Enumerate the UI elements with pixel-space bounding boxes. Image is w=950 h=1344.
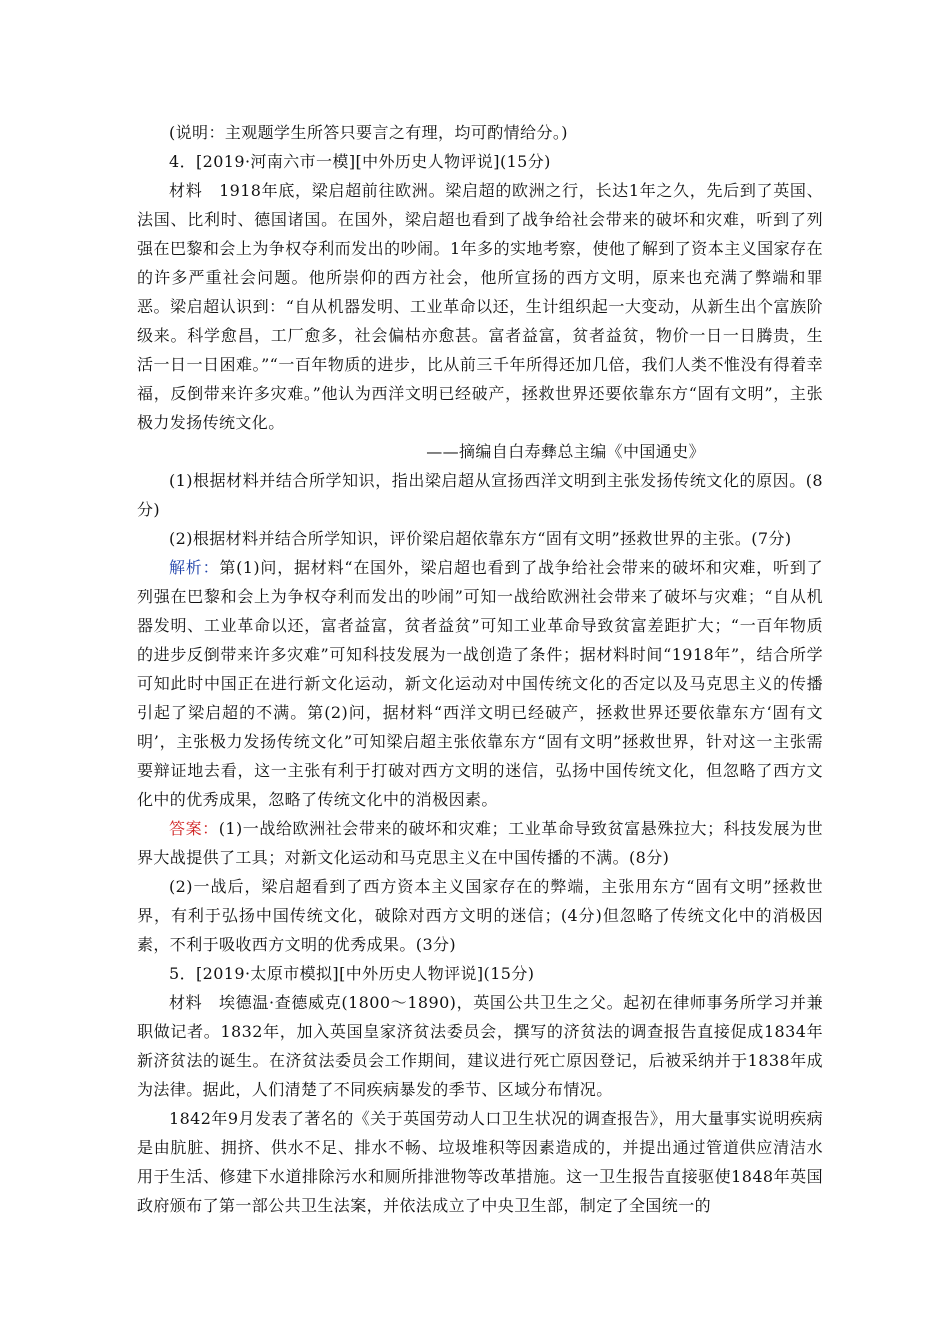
answer-label: 答案： [169, 819, 219, 838]
question-4-header: 4．[2019·河南六市一模][中外历史人物评说](15分) [169, 152, 551, 171]
question-4-part-1: (1)根据材料并结合所学知识，指出梁启超从宣扬西洋文明到主张发扬传统文化的原因。(8分) [137, 471, 823, 519]
document-page [137, 118, 823, 1220]
question-4-source: ——摘编自白寿彝总主编《中国通史》 [426, 442, 705, 461]
question-4-analysis [137, 553, 823, 814]
answer-1-text: (1)一战给欧洲社会带来的破坏和灾难；工业革命导致贫富悬殊拉大；科技发展为世界大战提供了工具；对新文化运动和马克思主义在中国传播的不满。(8分) [137, 819, 823, 867]
question-4-answer-2: (2)一战后，梁启超看到了西方资本主义国家存在的弊端，主张用东方“固有文明”拯救世界，有利于弘扬中国传统文化，破除对西方文明的迷信；(4分)但忽略了传统文化中的消极因素，不利于吸收西方文明的优秀成果。(3分) [137, 877, 823, 954]
question-4-material: 材料 1918年底，梁启超前往欧洲。梁启超的欧洲之行，长达1年之久，先后到了英国、法国、比利时、德国诸国。在国外，梁启超也看到了战争给社会带来的破坏和灾难，听到了列强在巴黎和会上为争权夺利而发出的吵闹。1年多的实地考察，使他了解到了资本主义国家存在的许多严重社会问题。他所崇仰的西方社会，他所宣扬的西方文明，原来也充满了弊端和罪恶。梁启超认识到：“自从机器发明、工业革命以还，生计组织起一大变动，从新生出个富族阶级来。科学愈昌，工厂愈多，社会偏枯亦愈甚。富者益富，贫者益贫，物价一日一日腾贵，生活一日一日困难。”“一百年物质的进步，比从前三千年所得还加几倍，我们人类不惟没有得着幸福，反倒带来许多灾难。”他认为西洋文明已经破产，拯救世界还要依靠东方“固有文明”，主张极力发扬传统文化。 [137, 181, 823, 432]
scoring-note: (说明：主观题学生所答只要言之有理，均可酌情给分。) [169, 123, 568, 142]
question-5-material-1: 材料 埃德温·查德威克(1800～1890)，英国公共卫生之父。起初在律师事务所学习并兼职做记者。1832年，加入英国皇家济贫法委员会，撰写的济贫法的调查报告直接促成1834年新济贫法的诞生。在济贫法委员会工作期间，建议进行死亡原因登记，后被采纳并于1838年成为法律。据此，人们清楚了不同疾病暴发的季节、区域分布情况。 [137, 993, 823, 1099]
question-5-material-2: 1842年9月发表了著名的《关于英国劳动人口卫生状况的调查报告》，用大量事实说明疾病是由肮脏、拥挤、供水不足、排水不畅、垃圾堆积等因素造成的，并提出通过管道供应清洁水用于生活、修建下水道排除污水和厕所排泄物等改革措施。这一卫生报告直接驱使1848年英国政府颁布了第一部公共卫生法案，并依法成立了中央卫生部，制定了全国统一的 [137, 1109, 823, 1215]
analysis-text: 第(1)问，据材料“在国外，梁启超也看到了战争给社会带来的破坏和灾难，听到了列强在巴黎和会上为争权夺利而发出的吵闹”可知一战给欧洲社会带来了破坏与灾难；“自从机器发明、工业革命以还，富者益富，贫者益贫”可知工业革命导致贫富差距扩大；“一百年物质的进步反倒带来许多灾难”可知科技发展为一战创造了条件；据材料时间“1918年”，结合所学可知此时中国正在进行新文化运动，新文化运动对中国传统文化的否定以及马克思主义的传播引起了梁启超的不满。第(2)问，据材料“西洋文明已经破产，拯救世界还要依靠东方‘固有文明’，主张极力发扬传统文化”可知梁启超主张依靠东方“固有文明”拯救世界，针对这一主张需要辩证地去看，这一主张有利于打破对西方文明的迷信，弘扬中国传统文化，但忽略了西方文化中的优秀成果，忽略了传统文化中的消极因素。 [137, 558, 824, 809]
question-4-part-2: (2)根据材料并结合所学知识，评价梁启超依靠东方“固有文明”拯救世界的主张。(7分) [169, 529, 792, 548]
question-5-header: 5．[2019·太原市模拟][中外历史人物评说](15分) [169, 964, 535, 983]
question-4-answer-1 [137, 814, 823, 872]
analysis-label: 解析： [169, 558, 220, 577]
